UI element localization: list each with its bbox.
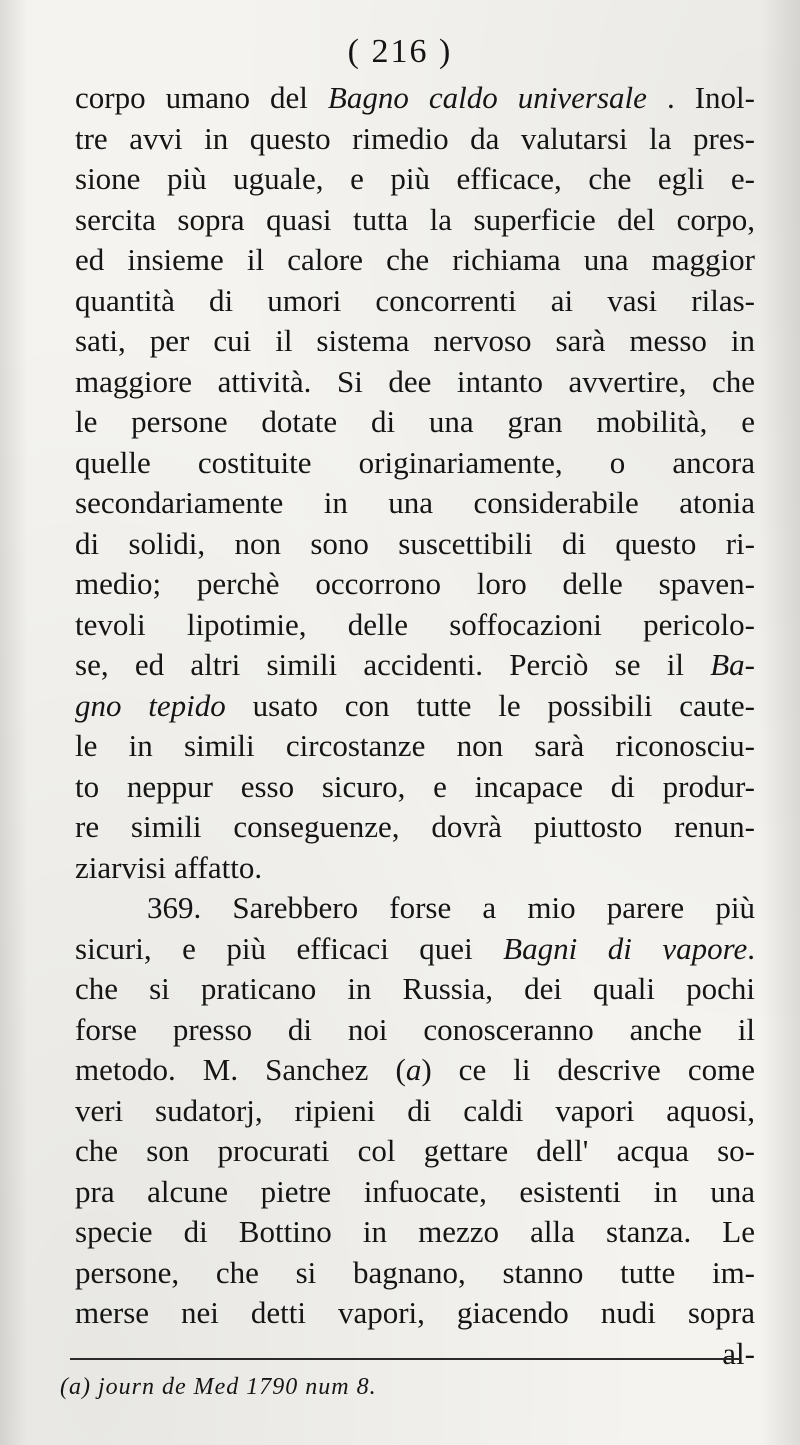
line-italic-text: a [405, 1052, 422, 1087]
text-line [75, 321, 755, 362]
line-text: quantità di umori concorrenti ai vasi rilas- [75, 282, 755, 318]
line-text: se, ed altri simili accidenti. Perciò se il [75, 647, 711, 682]
text-line [75, 767, 755, 808]
line-text: re simili conseguenze, dovrà piuttosto renun- [75, 809, 755, 844]
text-line [75, 1293, 755, 1334]
text-line [75, 1253, 755, 1294]
line-text: forse presso di noi conosceranno anche il [75, 1011, 755, 1047]
text-line [75, 1131, 755, 1172]
line-text: 369. Sarebbero forse a mio parere più [147, 890, 755, 925]
line-text: usato con tutte le possibili caute- [225, 687, 755, 723]
line-text: le in simili circostanze non sarà riconosciu- [75, 728, 755, 763]
line-text: al- [722, 1335, 755, 1371]
line-text: le persone dotate di una gran mobilità, e [75, 404, 755, 439]
text-line [75, 78, 755, 119]
text-line [75, 1050, 755, 1091]
text-line [75, 1212, 755, 1253]
text-line [75, 848, 755, 889]
text-line [75, 443, 755, 484]
text-line [75, 362, 755, 403]
line-text: persone, che si bagnano, stanno tutte im- [75, 1254, 755, 1290]
line-italic-text: Bagni di vapore [503, 930, 748, 966]
line-text: sicuri, e più efficaci quei [75, 930, 504, 966]
text-line [75, 119, 755, 160]
text-line [75, 726, 755, 767]
line-text: che son procurati col gettare dell' acqua so- [75, 1133, 755, 1168]
text-line [75, 524, 755, 565]
text-line [75, 402, 755, 443]
page-shadow-left [0, 0, 28, 1445]
text-line [75, 605, 755, 646]
line-text: sati, per cui il sistema nervoso sarà messo in [75, 323, 755, 358]
line-text: pra alcune pietre infuocate, esistenti in una [75, 1173, 755, 1209]
text-line [75, 200, 755, 241]
line-text: medio; perchè occorrono loro delle spaven- [75, 566, 755, 601]
line-text: metodo. M. Sanchez ( [75, 1052, 406, 1087]
line-text: di solidi, non sono suscettibili di questo ri- [75, 525, 755, 561]
line-text: tevoli lipotimie, delle soffocazioni pericolo- [75, 606, 755, 642]
line-italic-text: gno tepido [75, 687, 226, 723]
body-text [75, 78, 755, 1374]
line-text: maggiore attività. Si dee intanto avvertire, che [75, 363, 755, 399]
line-text: ) ce li descrive come [421, 1052, 755, 1087]
footnote: (a) journ de Med 1790 num 8. [60, 1374, 377, 1400]
text-line [75, 1334, 755, 1375]
text-line [75, 645, 755, 686]
text-line [75, 807, 755, 848]
text-line [75, 888, 755, 929]
text-line [75, 159, 755, 200]
line-text: . [747, 930, 755, 966]
text-line [75, 969, 755, 1010]
text-line [75, 281, 755, 322]
text-line [75, 564, 755, 605]
text-line [75, 1091, 755, 1132]
line-text: tre avvi in questo rimedio da valutarsi la pres- [75, 120, 755, 156]
line-text: ed insieme il calore che richiama una maggior [75, 242, 755, 277]
line-text: specie di Bottino in mezzo alla stanza. Le [75, 1214, 755, 1249]
line-text: sione più uguale, e più efficace, che egli e- [75, 161, 755, 196]
line-text: sercita sopra quasi tutta la superficie del corpo, [75, 201, 755, 237]
line-italic-text: Ba- [710, 647, 755, 682]
line-text: ziarvisi affatto. [75, 849, 263, 885]
page-number: ( 216 ) [347, 33, 453, 70]
text-line [75, 240, 755, 281]
line-text: to neppur esso sicuro, e incapace di produr- [75, 768, 755, 804]
text-line [75, 686, 755, 727]
line-text: corpo umano del [75, 80, 328, 115]
line-text: . Inol- [646, 80, 755, 115]
line-text: secondariamente in una considerabile atonia [75, 485, 755, 520]
page-shadow-right [760, 0, 800, 1445]
text-line [75, 929, 755, 970]
footnote-rule [70, 1358, 740, 1360]
line-text: quelle costituite originariamente, o ancora [75, 444, 755, 480]
line-italic-text: Bagno caldo universale [327, 80, 647, 115]
text-line [75, 483, 755, 524]
text-line [75, 1010, 755, 1051]
text-line [75, 1172, 755, 1213]
line-text: che si praticano in Russia, dei quali pochi [75, 971, 755, 1006]
line-text: merse nei detti vapori, giacendo nudi sopra [75, 1295, 755, 1330]
line-text: veri sudatorj, ripieni di caldi vapori aquosi, [75, 1092, 755, 1128]
